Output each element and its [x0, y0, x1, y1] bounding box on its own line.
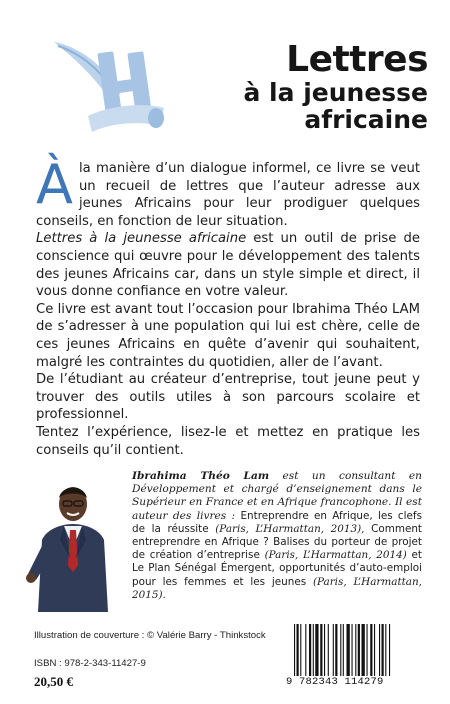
barcode-icon: [292, 624, 422, 676]
author-bio: [132, 470, 422, 602]
book-2-title: Comment entreprendre en Afrique ? Balises du porteur de projet de création d’entreprise: [132, 522, 422, 562]
isbn-text: ISBN : 978-2-343-11427-9: [34, 658, 146, 669]
title-line-2: à la jeunesse: [243, 78, 428, 107]
book-3-publisher: (Paris, L’Harmattan, 2015).: [132, 575, 422, 601]
book-1-publisher: (Paris, L’Harmattan, 2013),: [208, 522, 365, 535]
blurb-paragraph-1: [36, 153, 420, 230]
title-line-1: Lettres: [286, 39, 428, 80]
book-title: [243, 39, 428, 134]
barcode-digits: 9 782343 114279: [286, 676, 384, 688]
blurb-paragraph-4: De l’étudiant au créateur d’entreprise, tout jeune peut y trouver des outils utiles à son parcours scolaire et professionnel.: [36, 372, 420, 423]
book-1-title: Entreprendre en Afrique, les clefs de la réussite: [132, 509, 422, 535]
blurb-book-title: Lettres à la jeunesse africaine: [36, 231, 247, 247]
book-3-title: Le Plan Sénégal Émergent, opportunités d’auto-emploi pour les femmes et les jeunes: [132, 562, 422, 588]
cover-illustration-credit: Illustration de couverture : © Valérie Barry - Thinkstock: [34, 630, 266, 641]
title-line-3: africaine: [304, 105, 428, 134]
book-2-publisher: (Paris, L’Harmattan, 2014): [259, 549, 407, 562]
quill-scroll-logo-icon: [48, 36, 166, 140]
blurb-paragraph-3: Ce livre est avant tout l’occasion pour Ibrahima Théo LAM de s’adresser à une population qui lui est chère, celle de ces jeunes Africains en quête d’avenir qui souhaitent, malgré les contraintes du quotidien, aller de l’avant.: [36, 301, 420, 370]
blurb-paragraph-5: Tentez l’expérience, lisez-le et mettez en pratique les conseils qu’il contient.: [36, 424, 420, 458]
back-cover-blurb: [36, 153, 421, 459]
bio-intro: est un consultant en Développement et chargé d’enseignement dans le Supérieur en France et en Afrique francophone. Il est auteur des livres :: [132, 470, 422, 522]
drop-cap: À: [36, 153, 73, 216]
bio-book-list: [132, 510, 422, 601]
bio-conjunction: et: [406, 549, 422, 562]
author-photo: [24, 470, 122, 612]
blurb-p1-text: la manière d’un dialogue informel, ce livre se veut un recueil de lettres que l’auteur adresse aux jeunes Africains pour leur prodiguer quelques conseils, en fonction de leur situation.: [36, 161, 420, 229]
author-name: Ibrahima Théo Lam: [132, 470, 270, 482]
blurb-paragraph-2: [36, 230, 420, 300]
price-text: 20,50 €: [34, 674, 73, 689]
blurb-p2-text: est un outil de prise de conscience qui œuvre pour le développement des talents des jeunes Africains car, dans un style simple et direct, il vous donne confiance en votre valeur.: [36, 231, 421, 300]
